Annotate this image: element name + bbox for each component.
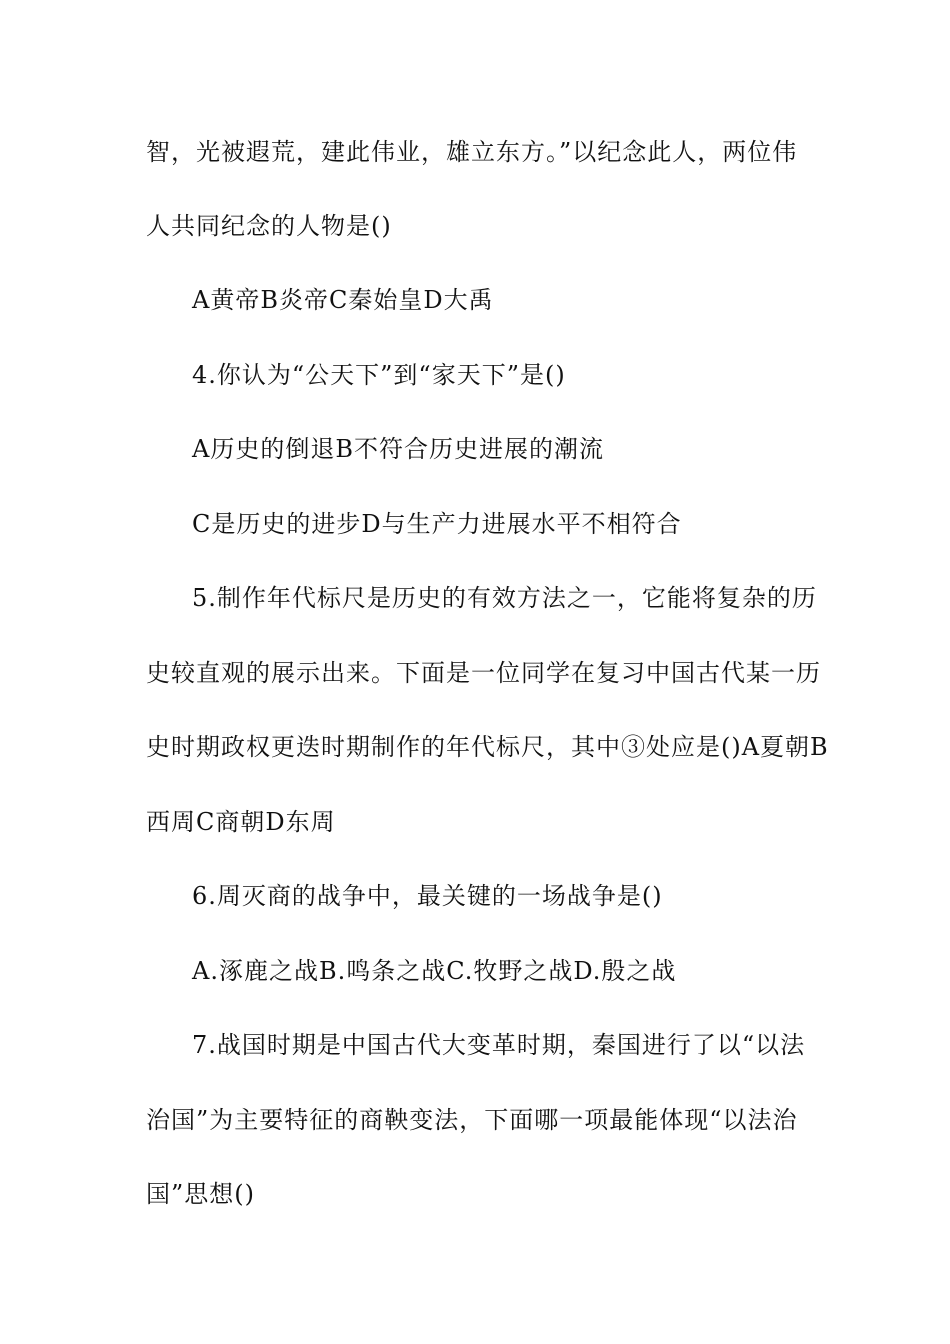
text-line: 治国”为主要特征的商鞅变法，下面哪一项最能体现“以法治	[146, 1106, 798, 1134]
text-line: A.涿鹿之战B.鸣条之战C.牧野之战D.殷之战	[192, 957, 677, 985]
text-line: 4.你认为“公天下”到“家天下”是()	[192, 361, 566, 389]
text-line: A黄帝B炎帝C秦始皇D大禹	[192, 286, 494, 314]
text-line: 6.周灭商的战争中，最关键的一场战争是()	[192, 882, 663, 910]
text-line: 史时期政权更迭时期制作的年代标尺，其中③处应是()A夏朝B	[146, 733, 829, 761]
text-line: 7.战国时期是中国古代大变革时期，秦国进行了以“以法	[192, 1031, 806, 1059]
text-line: C是历史的进步D与生产力进展水平不相符合	[192, 510, 682, 538]
text-line: 智，光被遐荒，建此伟业，雄立东方。”以纪念此人，两位伟	[146, 138, 798, 166]
text-line: 5.制作年代标尺是历史的有效方法之一，它能将复杂的历	[192, 584, 817, 612]
text-line: 人共同纪念的人物是()	[146, 212, 392, 240]
text-line: A历史的倒退B不符合历史进展的潮流	[192, 435, 604, 463]
text-line: 西周C商朝D东周	[146, 808, 336, 836]
text-line: 国”思想()	[146, 1180, 255, 1208]
text-line: 史较直观的展示出来。下面是一位同学在复习中国古代某一历	[146, 659, 821, 687]
